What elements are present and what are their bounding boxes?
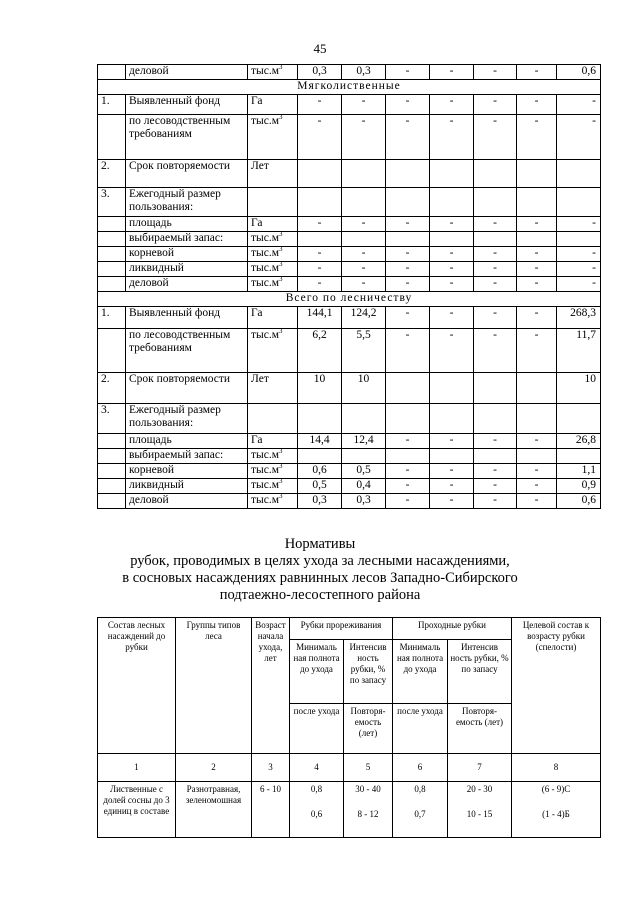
value-cell: -	[517, 115, 557, 160]
value-cell	[557, 449, 601, 464]
value-b: 0,7	[414, 809, 426, 819]
unit-superscript: 3	[279, 493, 283, 500]
value-cell	[430, 188, 474, 217]
table-row	[98, 115, 601, 160]
value-cell: -	[386, 464, 430, 479]
unit-superscript: 3	[279, 478, 283, 485]
row-min-density	[290, 782, 344, 838]
value-cell: 0,3	[342, 494, 386, 509]
row-number	[98, 479, 126, 494]
table-row	[98, 80, 601, 95]
table-row	[98, 494, 601, 509]
value-a: 20 - 30	[466, 784, 493, 794]
value-cell: -	[430, 434, 474, 449]
unit-text: тыс.м	[251, 277, 280, 289]
row-label: Срок повторяемости	[126, 373, 248, 404]
value-cell	[557, 188, 601, 217]
header-target-composition: Целевой состав к возрасту рубки (спелости)	[512, 618, 601, 754]
header-repeat-passage: Повторя-емость (лет)	[448, 704, 512, 754]
value-cell	[474, 232, 517, 247]
value-cell: -	[517, 217, 557, 232]
value-cell	[517, 188, 557, 217]
row-label: выбираемый запас:	[126, 232, 248, 247]
unit-text: Лет	[251, 160, 269, 172]
value-a: 0,8	[414, 784, 426, 794]
value-cell: 12,4	[342, 434, 386, 449]
header-after-care-passage: после ухода	[393, 704, 448, 754]
value-cell	[386, 188, 430, 217]
value-cell: -	[474, 247, 517, 262]
value-cell: -	[430, 277, 474, 292]
col-number: 3	[252, 754, 290, 782]
value-cell	[474, 449, 517, 464]
row-number	[98, 65, 126, 80]
row-number	[98, 434, 126, 449]
header-intensity-passage: Интенсив ность рубки, % по запасу	[448, 640, 512, 704]
unit-superscript: 3	[279, 276, 283, 283]
value-cell: -	[557, 247, 601, 262]
value-cell	[342, 160, 386, 188]
value-cell: -	[386, 115, 430, 160]
value-cell: -	[557, 95, 601, 115]
unit-cell	[248, 65, 298, 80]
value-cell: 11,7	[557, 329, 601, 373]
value-cell: -	[557, 115, 601, 160]
value-cell: -	[298, 262, 342, 277]
forest-stock-table	[97, 64, 601, 509]
row-number	[98, 329, 126, 373]
unit-cell	[248, 404, 298, 434]
header-min-density-passage: Минималь ная полнота до ухода	[393, 640, 448, 704]
value-a: (6 - 9)С	[541, 784, 571, 794]
value-cell	[557, 232, 601, 247]
value-cell: 0,6	[557, 494, 601, 509]
row-label: по лесоводственным требованиям	[126, 329, 248, 373]
value-cell: -	[342, 217, 386, 232]
row-intensity-passage	[448, 782, 512, 838]
value-cell: 0,3	[298, 65, 342, 80]
unit-text: тыс.м	[251, 464, 280, 476]
unit-text: тыс.м	[251, 494, 280, 506]
value-cell: -	[298, 277, 342, 292]
value-cell: 124,2	[342, 307, 386, 329]
table-row	[98, 449, 601, 464]
value-cell: 6,2	[298, 329, 342, 373]
row-label: ликвидный	[126, 479, 248, 494]
value-cell: -	[557, 277, 601, 292]
value-cell	[342, 449, 386, 464]
value-cell: -	[474, 479, 517, 494]
table-row	[98, 160, 601, 188]
col-number: 8	[512, 754, 601, 782]
row-label: корневой	[126, 247, 248, 262]
value-cell: -	[298, 247, 342, 262]
unit-text: тыс.м	[251, 479, 280, 491]
unit-cell	[248, 329, 298, 373]
row-number	[98, 217, 126, 232]
unit-text: тыс.м	[251, 329, 280, 341]
row-label: площадь	[126, 434, 248, 449]
unit-text: тыс.м	[251, 262, 280, 274]
value-cell	[474, 160, 517, 188]
header-thinning: Рубки прореживания	[290, 618, 393, 640]
row-forest-type: Разнотравная, зеленомошная	[176, 782, 252, 838]
value-cell: -	[430, 247, 474, 262]
value-cell: -	[517, 277, 557, 292]
row-label: ликвидный	[126, 262, 248, 277]
col-number: 4	[290, 754, 344, 782]
table-row	[98, 232, 601, 247]
value-cell	[474, 373, 517, 404]
value-cell: -	[430, 464, 474, 479]
value-cell: -	[386, 247, 430, 262]
column-numbers-row	[98, 754, 601, 782]
row-number	[98, 494, 126, 509]
value-cell: -	[298, 115, 342, 160]
row-label: выбираемый запас:	[126, 449, 248, 464]
value-cell: -	[430, 479, 474, 494]
row-number: 1.	[98, 307, 126, 329]
value-cell: -	[474, 494, 517, 509]
col-number: 1	[98, 754, 176, 782]
value-cell: -	[474, 329, 517, 373]
value-cell: 268,3	[557, 307, 601, 329]
col-number: 6	[393, 754, 448, 782]
page-number: 45	[313, 41, 327, 56]
row-number: 2.	[98, 160, 126, 188]
value-cell	[430, 404, 474, 434]
row-number	[98, 464, 126, 479]
value-cell: 10	[557, 373, 601, 404]
value-cell	[517, 449, 557, 464]
norms-subtitle-line3: подтаежно-лесостепного района	[219, 587, 421, 603]
value-cell: 0,4	[342, 479, 386, 494]
unit-text: тыс.м	[251, 247, 280, 259]
unit-superscript: 3	[279, 246, 283, 253]
row-label: Ежегодный размер пользования:	[126, 188, 248, 217]
value-cell: -	[517, 95, 557, 115]
unit-superscript: 3	[279, 261, 283, 268]
row-intensity	[344, 782, 393, 838]
unit-cell	[248, 262, 298, 277]
value-b: 8 - 12	[357, 809, 379, 819]
value-a: 30 - 40	[355, 784, 381, 794]
unit-text: Га	[251, 307, 263, 319]
table-row	[98, 373, 601, 404]
unit-text: Га	[251, 95, 263, 107]
row-label: деловой	[126, 494, 248, 509]
section-soft-leaved: Мягколиственные	[98, 80, 601, 95]
value-cell: -	[517, 329, 557, 373]
row-min-density-passage	[393, 782, 448, 838]
table-row	[98, 277, 601, 292]
value-cell: -	[342, 262, 386, 277]
row-target-composition	[512, 782, 601, 838]
row-number	[98, 115, 126, 160]
value-cell	[430, 232, 474, 247]
value-cell: -	[474, 277, 517, 292]
unit-text: тыс.м	[251, 65, 280, 77]
col-number: 2	[176, 754, 252, 782]
unit-cell	[248, 188, 298, 217]
value-cell: -	[474, 115, 517, 160]
norms-subtitle-line2: в сосновых насаждениях равнинных лесов Западно-Сибирского	[122, 570, 518, 586]
unit-superscript: 3	[279, 328, 283, 335]
unit-cell	[248, 307, 298, 329]
row-start-age: 6 - 10	[252, 782, 290, 838]
value-cell	[386, 160, 430, 188]
value-cell	[298, 232, 342, 247]
unit-text: Лет	[251, 373, 269, 385]
unit-cell	[248, 160, 298, 188]
norms-title: Нормативы	[284, 536, 356, 552]
value-cell: -	[430, 95, 474, 115]
value-cell: -	[474, 65, 517, 80]
row-composition: Лиственные с долей сосны до 3 единиц в составе	[98, 782, 176, 838]
value-cell: -	[386, 329, 430, 373]
value-cell	[298, 449, 342, 464]
value-cell: -	[430, 65, 474, 80]
table-row	[98, 464, 601, 479]
value-cell: -	[430, 115, 474, 160]
header-after-care: после ухода	[290, 704, 344, 754]
value-cell: -	[342, 95, 386, 115]
value-cell: -	[342, 277, 386, 292]
value-cell: 14,4	[298, 434, 342, 449]
value-cell: -	[386, 262, 430, 277]
row-label: по лесоводственным требованиям	[126, 115, 248, 160]
value-cell: -	[386, 217, 430, 232]
value-cell	[557, 404, 601, 434]
value-cell	[386, 232, 430, 247]
value-cell: 0,6	[298, 464, 342, 479]
unit-cell	[248, 449, 298, 464]
value-cell: 0,5	[342, 464, 386, 479]
value-cell: 0,5	[298, 479, 342, 494]
value-cell: -	[430, 329, 474, 373]
value-cell: -	[517, 494, 557, 509]
value-cell: -	[557, 262, 601, 277]
unit-superscript: 3	[279, 114, 283, 121]
value-cell	[430, 160, 474, 188]
section-forestry-total: Всего по лесничеству	[98, 292, 601, 307]
unit-cell	[248, 479, 298, 494]
unit-superscript: 3	[279, 64, 283, 71]
row-label: Выявленный фонд	[126, 95, 248, 115]
unit-text: тыс.м	[251, 232, 280, 244]
unit-cell	[248, 464, 298, 479]
value-cell: -	[557, 217, 601, 232]
row-number: 3.	[98, 404, 126, 434]
value-cell: -	[342, 247, 386, 262]
value-cell	[517, 232, 557, 247]
value-cell: 10	[342, 373, 386, 404]
unit-cell	[248, 247, 298, 262]
value-cell: 144,1	[298, 307, 342, 329]
header-start-age: Возраст начала ухода, лет	[252, 618, 290, 754]
value-cell: -	[474, 434, 517, 449]
row-label: деловой	[126, 277, 248, 292]
unit-text: тыс.м	[251, 449, 280, 461]
value-cell: -	[474, 95, 517, 115]
value-cell: -	[517, 479, 557, 494]
header-composition: Состав лесных насаждений до рубки	[98, 618, 176, 754]
value-cell: 0,3	[342, 65, 386, 80]
value-cell	[517, 404, 557, 434]
table-row	[98, 404, 601, 434]
value-cell: -	[517, 464, 557, 479]
row-label: Выявленный фонд	[126, 307, 248, 329]
row-number	[98, 449, 126, 464]
unit-text: Га	[251, 217, 263, 229]
value-cell: 10	[298, 373, 342, 404]
norms-subtitle-line1: рубок, проводимых в целях ухода за лесными насаждениями,	[130, 553, 510, 569]
value-cell: -	[474, 217, 517, 232]
unit-cell	[248, 373, 298, 404]
value-cell: -	[517, 262, 557, 277]
table-row	[98, 65, 601, 80]
header-forest-type: Группы типов леса	[176, 618, 252, 754]
unit-superscript: 3	[279, 448, 283, 455]
value-cell: -	[517, 307, 557, 329]
value-cell: -	[386, 277, 430, 292]
norms-heading	[0, 536, 640, 604]
value-cell: 0,3	[298, 494, 342, 509]
unit-cell	[248, 494, 298, 509]
value-cell	[342, 404, 386, 434]
table-row	[98, 329, 601, 373]
unit-cell	[248, 217, 298, 232]
value-cell: -	[474, 464, 517, 479]
col-number: 7	[448, 754, 512, 782]
unit-cell	[248, 277, 298, 292]
value-cell: 0,9	[557, 479, 601, 494]
value-cell: -	[386, 95, 430, 115]
value-cell: -	[474, 307, 517, 329]
row-number: 2.	[98, 373, 126, 404]
value-cell: 0,6	[557, 65, 601, 80]
value-cell: -	[386, 65, 430, 80]
value-cell	[386, 404, 430, 434]
value-cell	[474, 404, 517, 434]
table-row	[98, 95, 601, 115]
value-cell: 5,5	[342, 329, 386, 373]
col-number: 5	[344, 754, 393, 782]
unit-text: Га	[251, 434, 263, 446]
value-cell: 26,8	[557, 434, 601, 449]
table-row	[98, 292, 601, 307]
value-cell	[298, 160, 342, 188]
unit-cell	[248, 115, 298, 160]
value-cell: -	[430, 494, 474, 509]
value-cell	[386, 373, 430, 404]
header-min-density: Минималь ная полнота до ухода	[290, 640, 344, 704]
header-passage: Проходные рубки	[393, 618, 512, 640]
value-cell: -	[386, 479, 430, 494]
value-cell: -	[298, 95, 342, 115]
thinning-norms-table	[97, 617, 601, 838]
row-number	[98, 232, 126, 247]
value-cell: -	[517, 65, 557, 80]
value-cell: -	[386, 434, 430, 449]
value-cell: -	[342, 115, 386, 160]
row-number	[98, 277, 126, 292]
value-cell: -	[386, 494, 430, 509]
unit-text: тыс.м	[251, 115, 280, 127]
row-label: корневой	[126, 464, 248, 479]
value-a: 0,8	[310, 784, 323, 794]
value-cell: -	[430, 262, 474, 277]
value-cell	[386, 449, 430, 464]
value-cell: 1,1	[557, 464, 601, 479]
row-label: Ежегодный размер пользования:	[126, 404, 248, 434]
value-cell: -	[430, 217, 474, 232]
value-cell	[517, 160, 557, 188]
row-number	[98, 262, 126, 277]
row-label: Срок повторяемости	[126, 160, 248, 188]
value-cell	[430, 373, 474, 404]
value-cell: -	[386, 307, 430, 329]
value-cell	[430, 449, 474, 464]
value-cell: -	[430, 307, 474, 329]
value-cell	[342, 188, 386, 217]
unit-cell	[248, 434, 298, 449]
table-row	[98, 307, 601, 329]
row-number	[98, 247, 126, 262]
value-b: 0,6	[310, 809, 323, 819]
value-cell: -	[517, 247, 557, 262]
row-label: деловой	[126, 65, 248, 80]
unit-superscript: 3	[279, 463, 283, 470]
table-row	[98, 434, 601, 449]
row-label: площадь	[126, 217, 248, 232]
header-repeat: Повторя-емость (лет)	[344, 704, 393, 754]
unit-cell	[248, 232, 298, 247]
value-cell	[557, 160, 601, 188]
unit-superscript: 3	[279, 231, 283, 238]
table-row	[98, 247, 601, 262]
table-row	[98, 262, 601, 277]
value-cell	[342, 232, 386, 247]
value-cell	[298, 404, 342, 434]
header-intensity: Интенсив ность рубки, % по запасу	[344, 640, 393, 704]
table-row	[98, 782, 601, 838]
table-row	[98, 479, 601, 494]
value-cell: -	[474, 262, 517, 277]
table-row	[98, 217, 601, 232]
table-row	[98, 188, 601, 217]
value-cell	[474, 188, 517, 217]
value-cell: -	[298, 217, 342, 232]
value-cell: -	[517, 434, 557, 449]
value-cell	[298, 188, 342, 217]
value-b: (1 - 4)Б	[542, 809, 570, 819]
row-number: 1.	[98, 95, 126, 115]
unit-cell	[248, 95, 298, 115]
value-b: 10 - 15	[466, 809, 493, 819]
value-cell	[517, 373, 557, 404]
row-number: 3.	[98, 188, 126, 217]
